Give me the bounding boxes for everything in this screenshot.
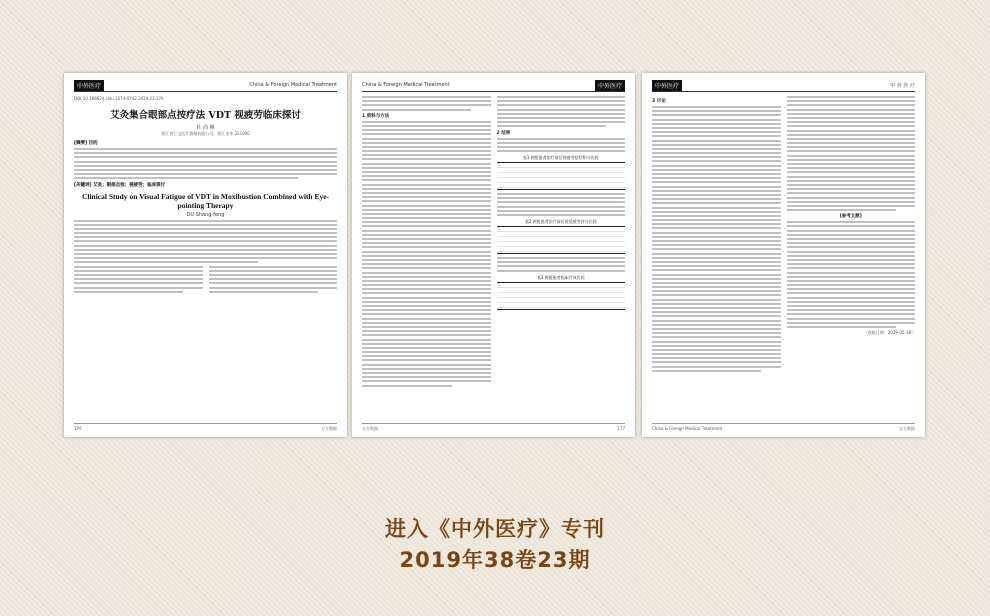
table-caption: 表2 两组患者治疗前后视觉疲劳评分比较 [524,219,597,224]
issue-label: China & Foreign Medical Treatment [362,82,450,88]
footer-source: 万方数据 [321,426,337,431]
section-heading: 1 资料与方法 [362,113,390,119]
article-affiliation: 浙江省仁宝医疗器械有限公司，浙江金华 321000 [161,131,250,136]
footer-source: 万方数据 [899,426,915,431]
page-footer [74,423,337,432]
keywords-label: [关键词] 艾灸；眼部点按；视疲劳；临床探讨 [74,182,166,188]
footer-issue: China & Foreign Medical Treatment [652,426,723,431]
journal-logo: 中外医疗 [74,80,104,91]
data-table [497,162,626,190]
article-author-en: DU Shang-feng [186,211,225,218]
journal-page-3 [642,73,925,437]
abstract-text [74,148,337,179]
section-heading: 3 讨论 [652,99,666,104]
journal-page-1 [64,73,347,437]
footer-source: 万方数据 [362,426,378,431]
issue-label: China & Foreign Medical Treatment [249,82,337,88]
issue-label: 中 外 医 疗 [890,82,915,89]
received-date: （收稿日期：2019-05-18） [863,330,915,336]
body-columns [362,96,625,389]
body-columns [652,96,915,374]
doi-text: DOI:10.16662/j.cnki.1674-0742.2019.23.176 [74,96,164,101]
article-title: 艾灸集合眼部点按疗法 VDT 视疲劳临床探讨 [110,110,301,121]
journal-logo: 中外医疗 [652,80,682,91]
journal-logo: 中外医疗 [595,80,625,91]
journal-page-2 [352,73,635,437]
page-footer [652,423,915,432]
abstract-en-text [74,220,337,264]
data-table [497,226,626,254]
issue-volume-label: 2019年38卷23期 [399,548,591,572]
page-header [74,79,337,92]
table-caption: 表3 两组患者临床疗效比较 [536,274,585,280]
page-footer [362,423,625,432]
special-issue-link[interactable]: 进入《中外医疗》专刊 [385,517,605,541]
abstract-label: [摘要] 目的 [74,141,98,146]
section-heading: 2 结果 [496,130,511,136]
table-caption: 表1 两组患者治疗前后视疲劳症状积分比较 [522,155,599,161]
body-columns [74,266,337,295]
page-header [362,79,625,92]
references-heading: [参考文献] [839,214,862,220]
article-author: 杜 尚 峰 [196,125,215,131]
page-number: 177 [617,426,625,431]
page-number: 176 [74,426,82,431]
page-header [652,79,915,92]
data-table [497,282,626,310]
article-title-en: Clinical Study on Visual Fatigue of VDT in Moxibustion Combined with Eye-pointing Therapy [81,191,330,210]
